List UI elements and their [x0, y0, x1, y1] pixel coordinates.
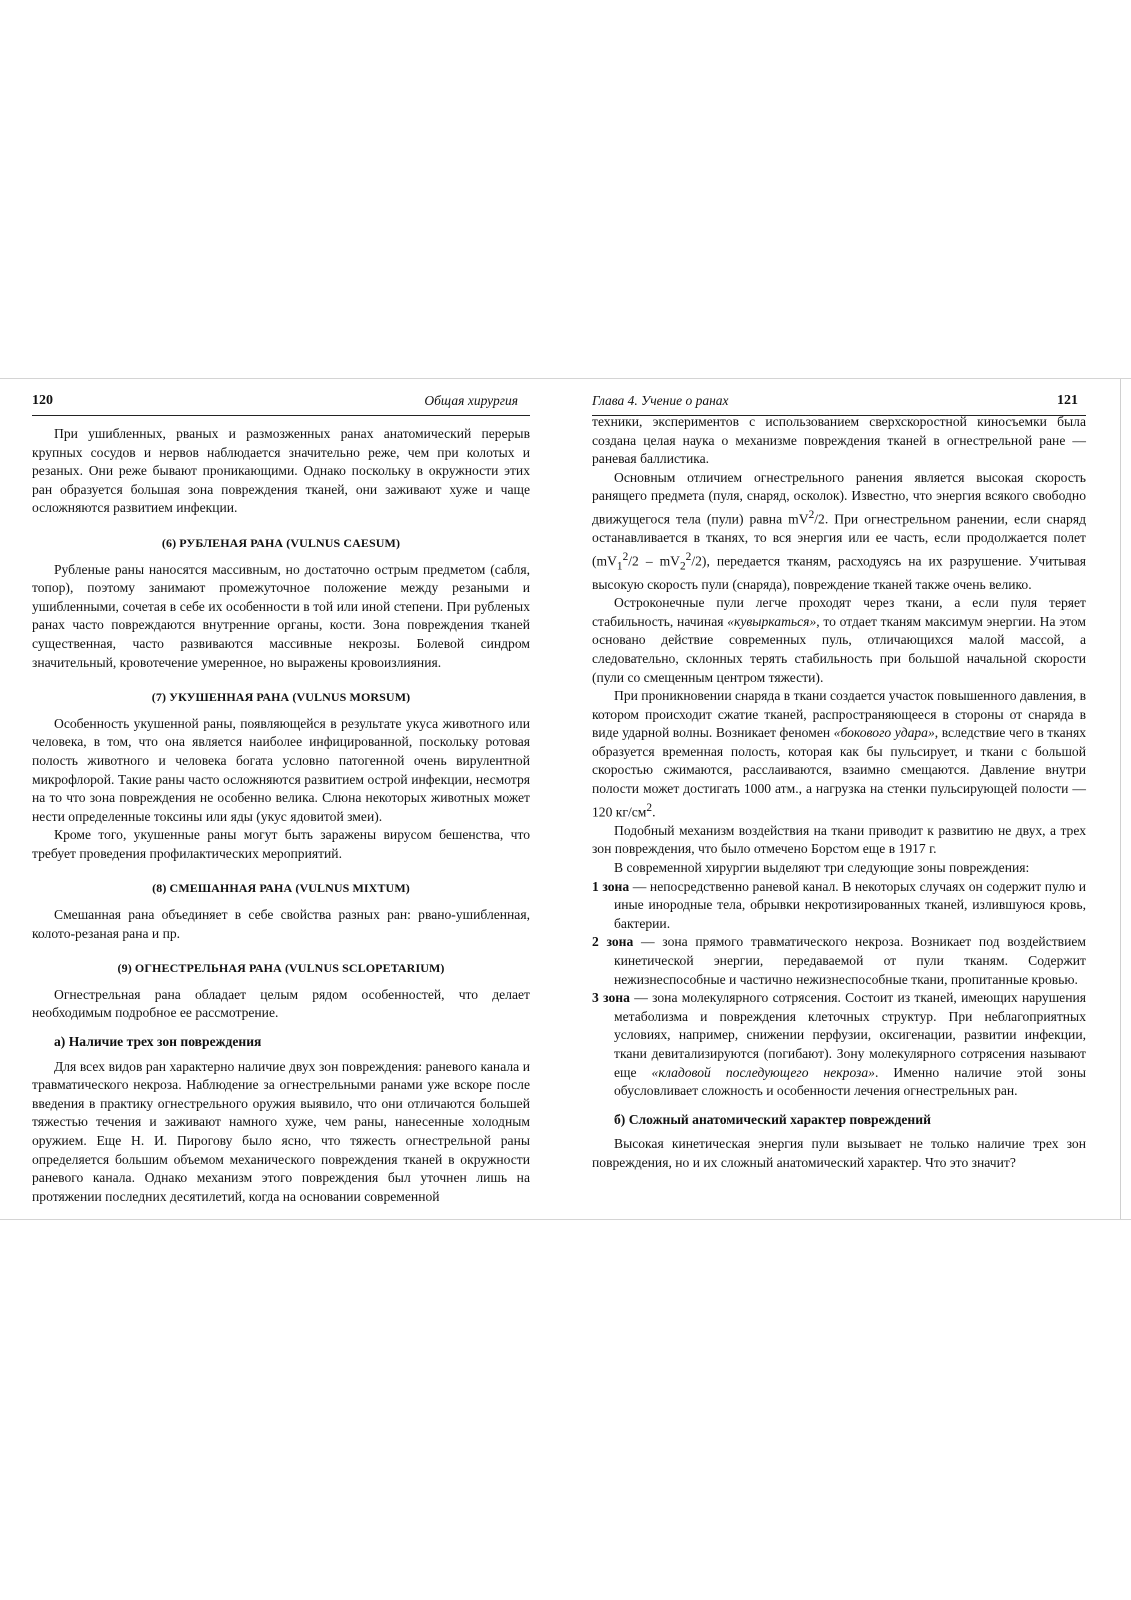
- paragraph-bitten-wound-2: Кроме того, укушенные раны могут быть заражены вирусом бешенства, что требует проведения профилактических мероприятий.: [32, 827, 530, 861]
- heading-gunshot-wound: (9) ОГНЕСТРЕЛЬНАЯ РАНА (VULNUS SCLOPETARIUM): [117, 961, 445, 976]
- paragraph-bitten-wound-1: Особенность укушенной раны, появляющейся в результате укуса животного или человека, в том, что она является наиболее инфицированной, поскольку ротовая полость животного и человека богата условно патогенной очень вирулентной микрофлорой. Такие раны часто осложняются развитием острой инфекции, несмотря на то что зона повреждения не особенно велика. Слюна некоторых животных может нести определенные токсины или яды (укус ядовитой змеи).: [32, 715, 530, 824]
- left-text-column: [32, 425, 530, 1206]
- paragraph-three-zones-intro: В современной хирургии выделяют три следующие зоны повреждения:: [614, 859, 1030, 875]
- zone-2-item: 2 зона — зона прямого травматического некроза. Возникает под воздействием кинетической энергии, передаваемой от пули тканям. Содержит нежизнеспособные и частично нежизнеспособные ткани, пропитанные кровью.: [592, 934, 1086, 987]
- paragraph-bullet-speed: Основным отличием огнестрельного ранения является высокая скорость ранящего предмета (пуля, снаряд, осколок). Известно, что энергия всякого свободно движущегося тела (пули) равна $mV^2/2$. При огнестрельном ранении, если снаряд останавливается в тканях, то вся энергия или ее часть, если продолжается полет $(mV_1^2/2 - mV_2^2/2)$, передается тканям, расходуясь на их разрушение. Учитывая высокую скорость пули (снаряда), повреждение тканей также очень велико.: [592, 469, 1086, 592]
- subheading-anatomical-character: б) Сложный анатомический характер повреждений: [614, 1111, 931, 1127]
- page-number-right: 121: [1057, 393, 1078, 408]
- paragraph-intro: При ушибленных, рваных и размозженных ранах анатомический перерыв крупных сосудов и нервов наблюдается значительно реже, чем при колотых и резаных. Они реже бывают проникающими. Однако поскольку в окружности этих ран образуется большая зона повреждения тканей, они заживают хуже и чаще осложняются развитием инфекции.: [32, 426, 530, 516]
- paragraph-pressure: При проникновении снаряда в ткани создается участок повышенного давления, в котором происходит сжатие тканей, распространяющееся в стороны от снаряда в виде ударной волны. Возникает феномен «бокового удара», вследствие чего в тканях образуется временная полость, которая как бы пульсирует, и ткани с большой скоростью сжимаются, расслаиваются, взаимно смещаются. Давление внутри полости может достигать 1000 атм., а нагрузка на стенки пульсирующей полости — 120 $кг/см^2$.: [592, 688, 1086, 820]
- paragraph-tumbling: Остроконечные пули легче проходят через ткани, а если пуля теряет стабильность, начиная «кувыркаться», то отдает тканям максимум энергии. На этом основано действие современных пуль, отличающихся малой массой, а следовательно, склонных терять стабильность при большой начальной скорости (пули со смещенным центром тяжести).: [592, 595, 1086, 685]
- paragraph-mixed-wound: Смешанная рана объединяет в себе свойства разных ран: рвано-ушибленная, колото-резаная рана и пр.: [32, 907, 530, 941]
- heading-bitten-wound: (7) УКУШЕННАЯ РАНА (VULNUS MORSUM): [151, 690, 411, 705]
- page-number-left: 120: [32, 393, 53, 408]
- heading-mixed-wound: (8) СМЕШАННАЯ РАНА (VULNUS MIXTUM): [152, 881, 410, 896]
- zone-1-item: 1 зона — непосредственно раневой канал. В некоторых случаях он содержит пулю и иные инородные тела, обрывки некротизированных тканей, излившуюся кровь, бактерии.: [592, 878, 1086, 931]
- running-title-left: Общая хирургия: [424, 393, 518, 408]
- heading-chopped-wound: (6) РУБЛЕНАЯ РАНА (VULNUS CAESUM): [161, 535, 401, 550]
- page-edge-line: [1120, 379, 1121, 1219]
- paragraph-anatomical-character: Высокая кинетическая энергия пули вызывает не только наличие трех зон повреждения, но и их сложный анатомический характер. Что это значит?: [592, 1136, 1086, 1170]
- zone-3-item: 3 зона — зона молекулярного сотрясения. Состоит из тканей, имеющих нарушения метаболизма и повреждения клеточных структур. При неблагоприятных условиях, например, снижении перфузии, оксигенации, развитии инфекции, ткани девитализируются (погибают). Зону молекулярного сотрясения называют еще «кладовой последующего некроза». Именно наличие этой зоны обусловливает сложность и особенности лечения огнестрельных ран.: [592, 990, 1086, 1099]
- left-running-head: [32, 393, 530, 416]
- paragraph-chopped-wound: Рубленые раны наносятся массивным, но достаточно острым предметом (сабля, топор), поэтому занимают промежуточное положение между резаными и ушибленными, сочетая в себе их особенности в той или иной степени. При рубленых ранах часто повреждаются внутренние органы, кости. Зона повреждения тканей существенная, часто развиваются массивные некрозы. Болевой синдром значительный, кровотечение умеренное, но выражены кровоизлияния.: [32, 561, 530, 670]
- running-title-right: Глава 4. Учение о ранах: [592, 393, 729, 408]
- paragraph-borst: Подобный механизм воздействия на ткани приводит к развитию не двух, а трех зон повреждения, что было отмечено Борстом еще в 1917 г.: [592, 822, 1086, 857]
- right-text-column: [592, 413, 1086, 1172]
- paragraph-continuation: техники, экспериментов с использованием сверхскоростной киносъемки была создана целая наука о механизме повреждения тканей в огнестрельной ране — раневая баллистика.: [592, 414, 1086, 467]
- right-page: [592, 379, 1086, 1219]
- left-page: [32, 379, 530, 1219]
- book-spread: [0, 378, 1131, 1220]
- subheading-three-zones: а) Наличие трех зон повреждения: [54, 1034, 262, 1050]
- paragraph-three-zones: Для всех видов ран характерно наличие двух зон повреждения: раневого канала и травматического некроза. Наблюдение за огнестрельными ранами уже вскоре после введения в практику огнестрельного оружия выявило, что они отличаются большей тяжестью течения и заживают намного хуже, чем раны, нанесенные холодным оружием. Еще Н. И. Пирогову было ясно, что тяжесть огнестрельной раны определяется большим объемом механического повреждения тканей в окружности раневого канала. Однако механизм этого повреждения был уточнен лишь на протяжении последних десятилетий, когда на основании современной: [32, 1058, 530, 1204]
- paragraph-gunshot-wound: Огнестрельная рана обладает целым рядом особенностей, что делает необходимым подробное ее рассмотрение.: [32, 986, 530, 1021]
